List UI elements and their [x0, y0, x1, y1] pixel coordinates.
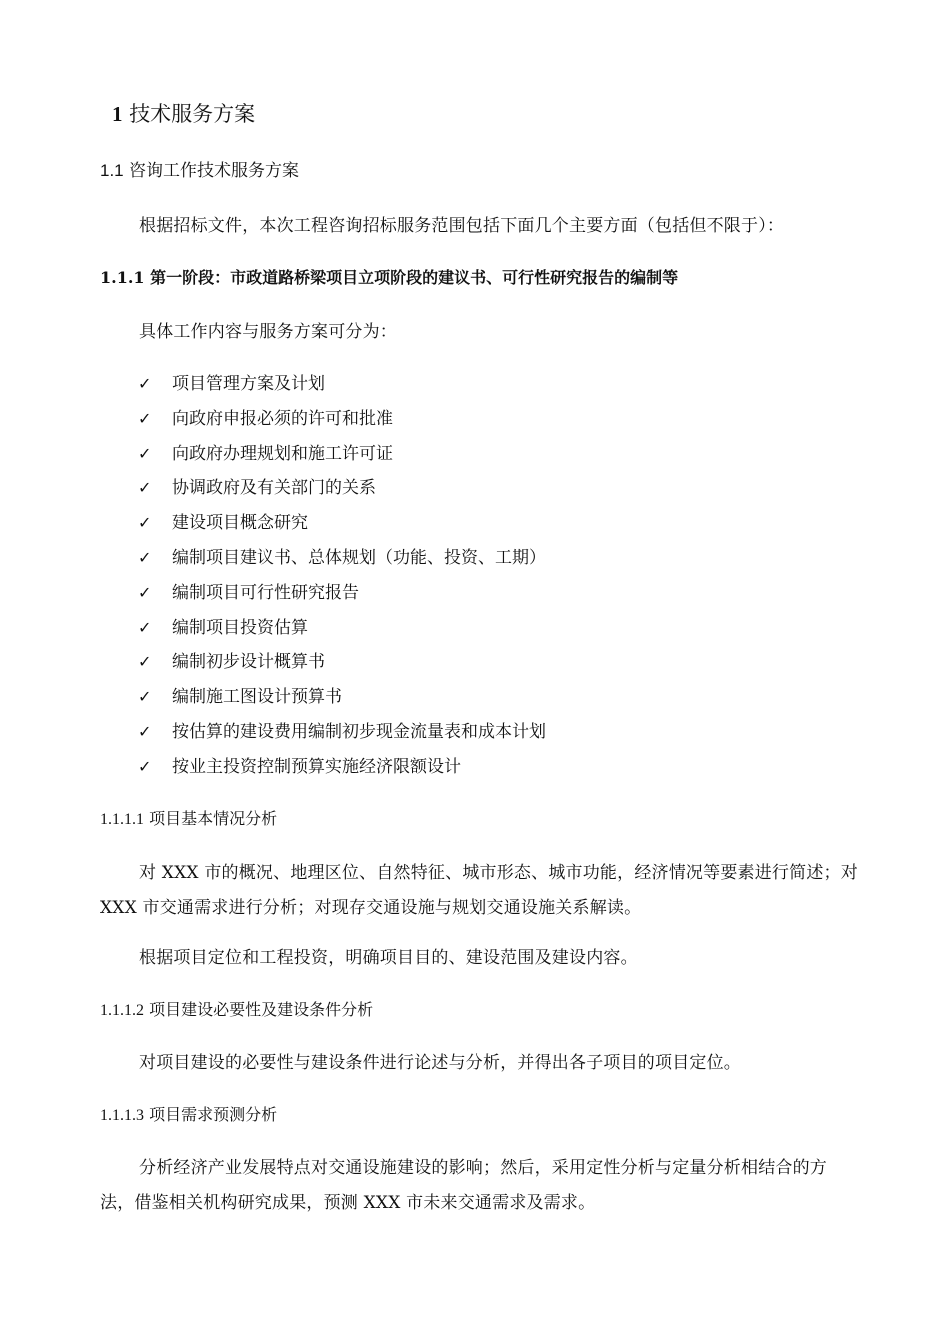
check-mark-icon: ✓ — [138, 513, 152, 533]
list-item — [138, 750, 546, 785]
work-intro-paragraph: 具体工作内容与服务方案可分为： — [139, 322, 397, 342]
heading-1113 — [100, 1102, 277, 1129]
list-item — [138, 715, 546, 750]
check-mark-icon: ✓ — [138, 443, 152, 463]
list-item-text: 编制项目投资估算 — [172, 617, 308, 638]
heading-1113-title: 项目需求预测分析 — [149, 1105, 278, 1124]
list-item-text: 按估算的建设费用编制初步现金流量表和成本计划 — [172, 721, 546, 742]
list-item — [138, 645, 546, 680]
check-mark-icon: ✓ — [138, 617, 152, 637]
section-1113-paragraph-1: 分析经济产业发展特点对交通设施建设的影响；然后，采用定性分析与定量分析相结合的方法，借鉴相关机构研究成果，预测 XXX 市未来交通需求及需求。 — [100, 1158, 827, 1213]
heading-1111-title: 项目基本情况分析 — [149, 809, 278, 828]
heading-1112 — [100, 997, 373, 1024]
list-item-text: 编制项目建议书、总体规划（功能、投资、工期） — [172, 547, 546, 568]
check-mark-icon: ✓ — [138, 478, 152, 498]
section-1111-paragraph-2: 根据项目定位和工程投资，明确项目目的、建设范围及建设内容。 — [139, 948, 638, 968]
list-item — [138, 471, 546, 506]
list-item-text: 项目管理方案及计划 — [172, 374, 325, 394]
list-item-text: 编制施工图设计预算书 — [172, 687, 342, 708]
checklist — [138, 367, 546, 785]
check-mark-icon: ✓ — [138, 374, 152, 393]
list-item — [138, 437, 546, 472]
list-item-text: 向政府办理规划和施工许可证 — [172, 443, 393, 464]
heading-1 — [112, 99, 255, 129]
list-item-text: 编制初步设计概算书 — [172, 652, 325, 673]
list-item-text: 按业主投资控制预算实施经济限额设计 — [172, 756, 461, 777]
heading-1-number: 1 — [112, 102, 123, 126]
check-mark-icon: ✓ — [138, 547, 152, 567]
heading-3-number: 1.1.1 — [100, 268, 145, 287]
section-1111-paragraph-1: 对 XXX 市的概况、地理区位、自然特征、城市形态、城市功能，经济情况等要素进行简述；对 XXX 市交通需求进行分析；对现存交通设施与规划交通设施关系解读。 — [100, 863, 858, 918]
list-item — [138, 506, 546, 541]
check-mark-icon: ✓ — [138, 582, 152, 602]
check-mark-icon: ✓ — [138, 721, 152, 741]
list-item — [138, 611, 546, 646]
intro-paragraph: 根据招标文件，本次工程咨询招标服务范围包括下面几个主要方面（包括但不限于）： — [139, 216, 785, 236]
heading-1112-title: 项目建设必要性及建设条件分析 — [149, 1000, 374, 1019]
list-item-text: 建设项目概念研究 — [172, 513, 308, 534]
list-item — [138, 402, 546, 437]
heading-3-title: 第一阶段：市政道路桥梁项目立项阶段的建议书、可行性研究报告的编制等 — [150, 268, 679, 287]
heading-2-title: 咨询工作技术服务方案 — [129, 161, 300, 181]
check-mark-icon: ✓ — [138, 408, 152, 428]
heading-1112-number: 1.1.1.2 — [100, 1002, 144, 1019]
heading-2-number: 1.1 — [100, 161, 124, 180]
list-item-text: 协调政府及有关部门的关系 — [172, 478, 376, 499]
heading-1113-number: 1.1.1.3 — [100, 1107, 144, 1124]
list-item — [138, 576, 546, 611]
list-item-text: 编制项目可行性研究报告 — [172, 582, 359, 603]
check-mark-icon: ✓ — [138, 756, 152, 776]
heading-3 — [100, 265, 678, 291]
heading-1111-number: 1.1.1.1 — [100, 811, 144, 828]
heading-2 — [100, 158, 299, 184]
heading-1111 — [100, 806, 277, 833]
list-item-text: 向政府申报必须的许可和批准 — [172, 408, 393, 429]
list-item — [138, 680, 546, 715]
section-1112-paragraph-1: 对项目建设的必要性与建设条件进行论述与分析，并得出各子项目的项目定位。 — [139, 1053, 741, 1073]
list-item — [138, 541, 546, 576]
check-mark-icon: ✓ — [138, 652, 152, 672]
check-mark-icon: ✓ — [138, 687, 152, 707]
list-item — [138, 367, 546, 402]
heading-1-title: 技术服务方案 — [129, 102, 256, 126]
